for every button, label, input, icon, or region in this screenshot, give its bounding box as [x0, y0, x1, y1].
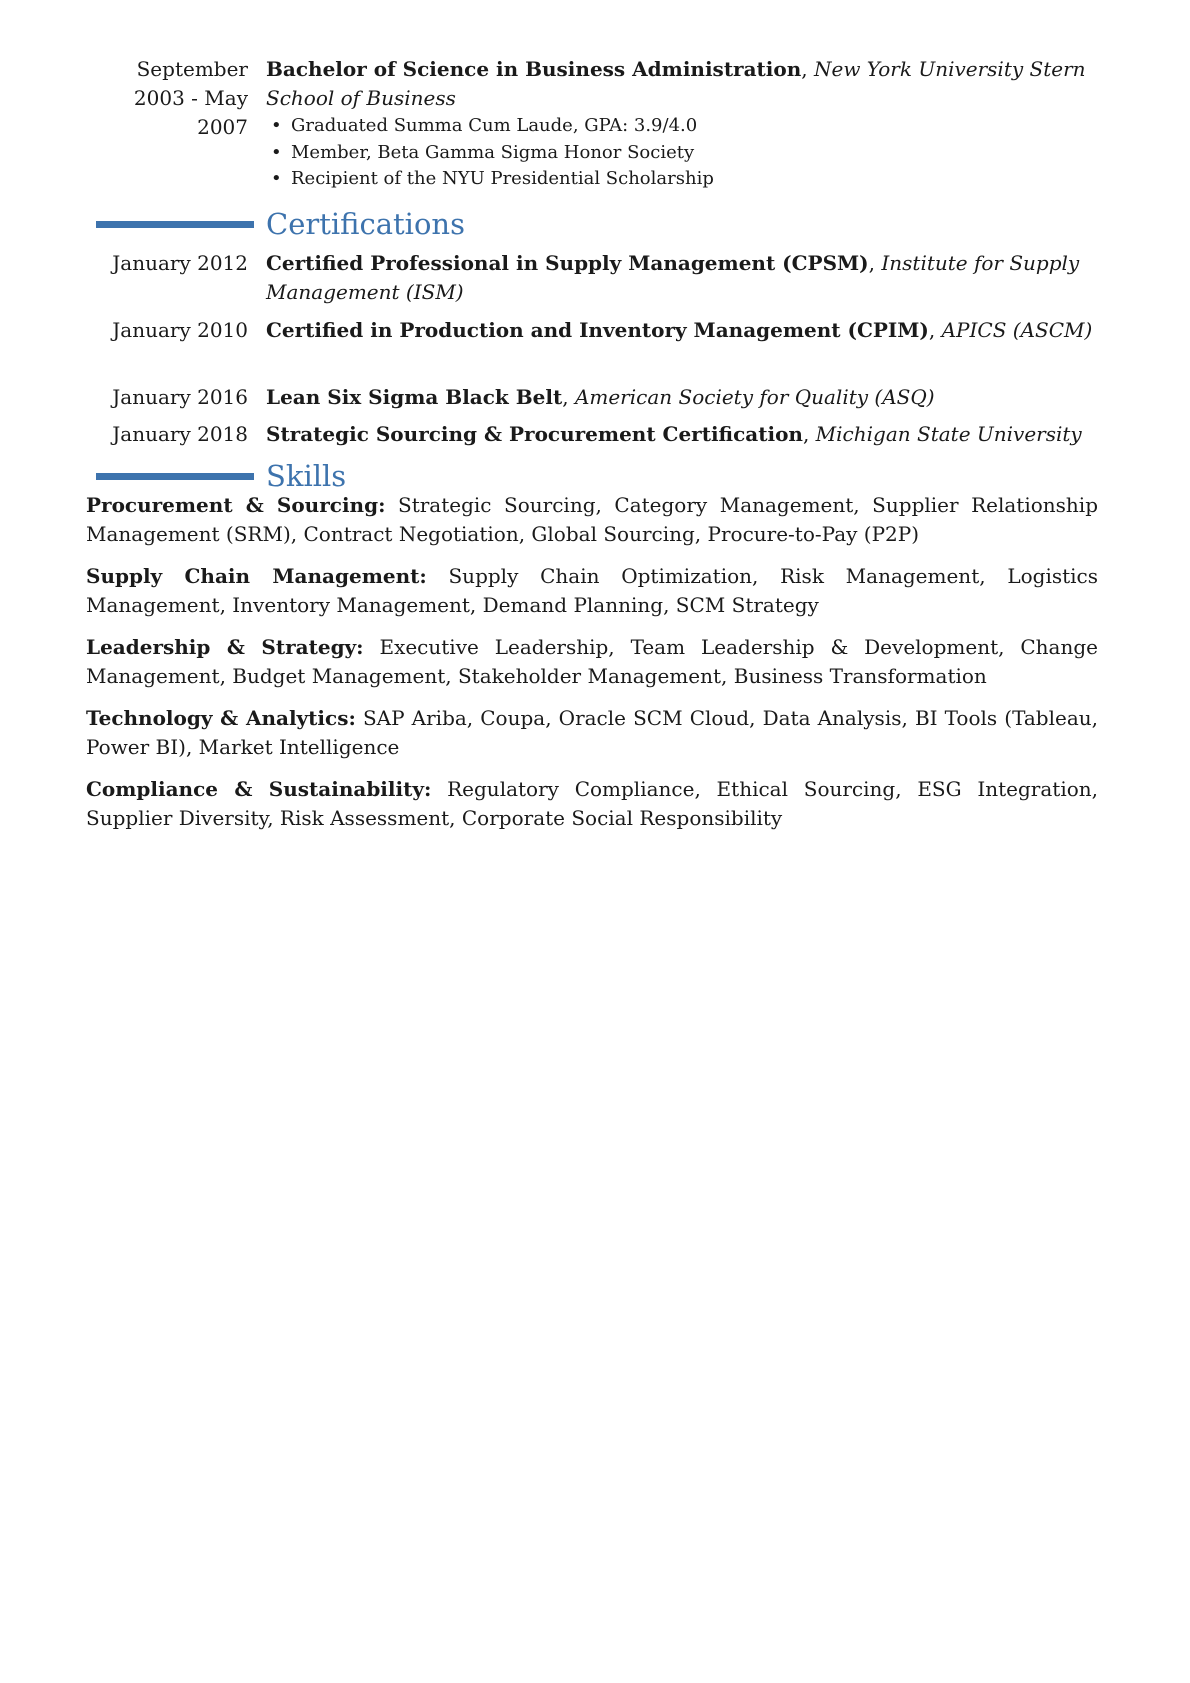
section-rule — [96, 473, 254, 480]
skill-group-list: SAP Ariba, Coupa, Oracle SCM Cloud, Data Analysis, BI Tools (Tableau, Power BI), Market Intelligence — [86, 706, 1098, 759]
section-heading: Certifications — [266, 207, 465, 241]
education-body — [266, 55, 1096, 193]
section-rule — [96, 221, 254, 228]
certification-title: Certified in Production and Inventory Management (CPIM) — [266, 318, 929, 342]
certification-title: Lean Six Sigma Black Belt — [266, 385, 563, 409]
certification-entry — [86, 420, 1096, 450]
education-date: September 2003 - May 2007 — [133, 57, 248, 139]
skill-group-name: Leadership & Strategy: — [86, 635, 364, 659]
education-heading-line: Bachelor of Science in Business Administration, New York University Stern School of Business — [266, 57, 1086, 110]
certification-entry — [86, 249, 1096, 309]
certification-title: Strategic Sourcing & Procurement Certification — [266, 422, 803, 446]
certification-body: Certified in Production and Inventory Management (CPIM), APICS (ASCM) — [266, 318, 1093, 342]
certification-entry — [86, 316, 1096, 376]
section-heading: Skills — [266, 459, 347, 493]
certification-date: January 2010 — [112, 318, 248, 342]
skill-group-list: Executive Leadership, Team Leadership & Development, Change Management, Budget Management, Stakeholder Management, Business Transformation — [86, 635, 1098, 688]
skill-group-name: Technology & Analytics: — [86, 706, 356, 730]
certification-issuer: Michigan State University — [815, 422, 1082, 446]
education-bullets — [266, 113, 1096, 193]
skill-group-list: Strategic Sourcing, Category Management, Supplier Relationship Management (SRM), Contract Negotiation, Global Sourcing, Procure-to-Pay (P2P) — [86, 493, 1099, 546]
certification-date: January 2018 — [112, 422, 248, 446]
skill-group — [86, 775, 1098, 833]
institution-name: New York University Stern School of Business — [266, 57, 1086, 110]
skill-group — [86, 491, 1098, 549]
certification-issuer: APICS (ASCM) — [941, 318, 1093, 342]
certification-date: January 2012 — [112, 251, 248, 275]
skill-group — [86, 633, 1098, 691]
skill-group-list: Supply Chain Optimization, Risk Management, Logistics Management, Inventory Management, Demand Planning, SCM Strategy — [86, 564, 1098, 617]
list-item: • Graduated Summa Cum Laude, GPA: 3.9/4.0 — [266, 113, 1096, 140]
certification-issuer: American Society for Quality (ASQ) — [574, 385, 935, 409]
certification-body: Certified Professional in Supply Management (CPSM), Institute for Supply Management (ISM) — [266, 251, 1080, 304]
certification-issuer: Institute for Supply Management (ISM) — [266, 251, 1080, 304]
skill-group-list: Regulatory Compliance, Ethical Sourcing, ESG Integration, Supplier Diversity, Risk Assessment, Corporate Social Responsibility — [86, 777, 1099, 830]
certification-entry — [86, 383, 1096, 413]
list-item: • Member, Beta Gamma Sigma Honor Society — [266, 140, 1096, 167]
certification-body: Lean Six Sigma Black Belt, American Society for Quality (ASQ) — [266, 385, 935, 409]
certification-date: January 2016 — [112, 385, 248, 409]
certification-body: Strategic Sourcing & Procurement Certification, Michigan State University — [266, 422, 1082, 446]
skill-group-name: Compliance & Sustainability: — [86, 777, 432, 801]
skill-group-name: Supply Chain Management: — [86, 564, 427, 588]
skill-group-name: Procurement & Sourcing: — [86, 493, 386, 517]
education-entry — [86, 55, 1096, 195]
skill-group — [86, 562, 1098, 620]
certifications-section-header — [86, 206, 786, 242]
skills-section-header — [86, 458, 786, 494]
degree-title: Bachelor of Science in Business Administration — [266, 57, 802, 81]
certification-title: Certified Professional in Supply Management (CPSM) — [266, 251, 869, 275]
list-item: • Recipient of the NYU Presidential Scholarship — [266, 166, 1096, 193]
skill-group — [86, 704, 1098, 762]
